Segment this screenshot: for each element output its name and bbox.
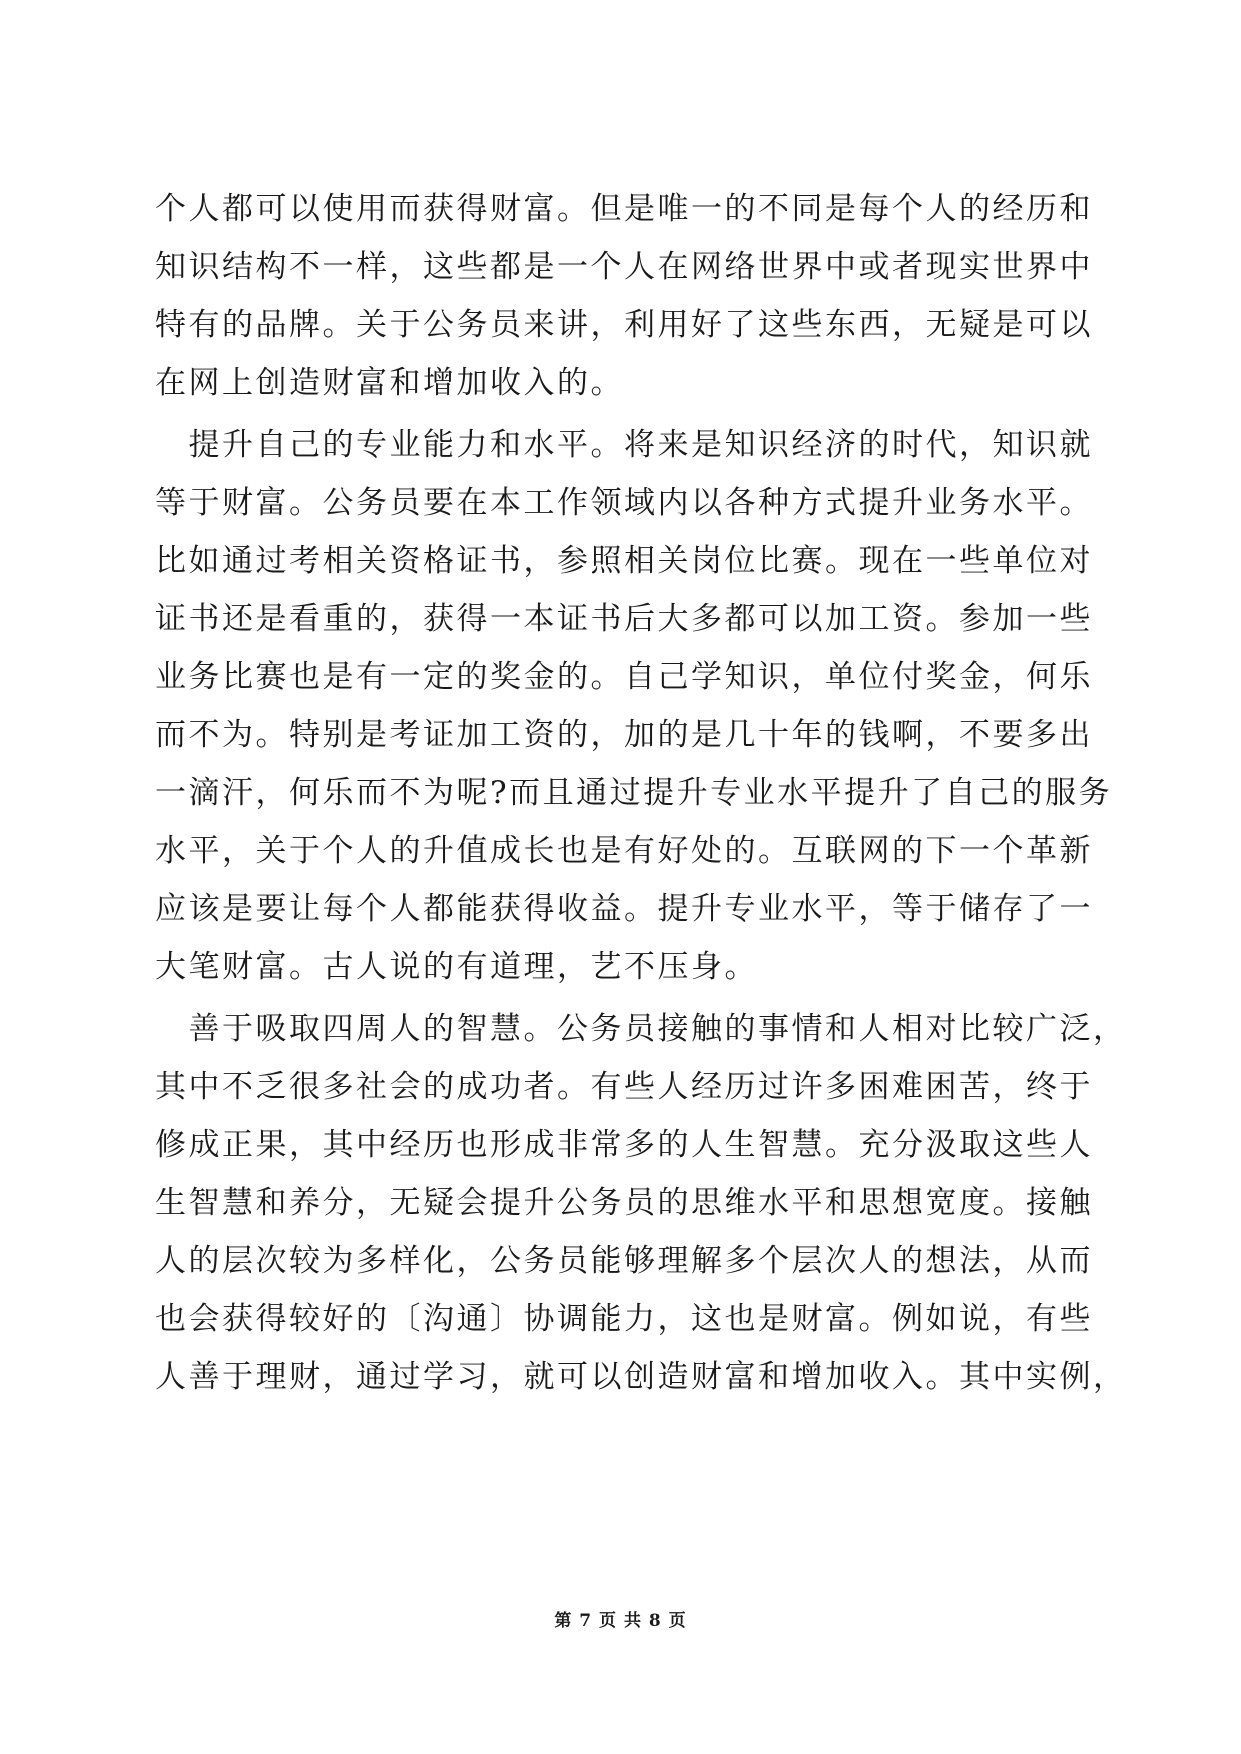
paragraph-3 [155,1000,1127,1406]
text-line: 比如通过考相关资格证书，参照相关岗位比赛。现在一些单位对 [155,543,1093,579]
text-line: 应该是要让每个人都能获得收益。提升专业水平，等于储存了一 [155,891,1093,927]
text-line: 业务比赛也是有一定的奖金的。自己学知识，单位付奖金，何乐 [155,659,1093,695]
text-line: 个人都可以使用而获得财富。但是唯一的不同是每个人的经历和 [155,191,1093,227]
text-line: 人的层次较为多样化，公务员能够理解多个层次人的想法，从而 [155,1243,1093,1279]
text-line: 特有的品牌。关于公务员来讲，利用好了这些东西，无疑是可以 [155,307,1093,343]
paragraph-2 [155,416,1115,996]
text-line: 证书还是看重的，获得一本证书后大多都可以加工资。参加一些 [155,601,1093,637]
text-line: 人善于理财，通过学习，就可以创造财富和增加收入。其中实例， [155,1359,1127,1395]
text-line: 一滴汗，何乐而不为呢?而且通过提升专业水平提升了自己的服务 [155,775,1113,811]
body-text [155,180,1127,1406]
text-line: 善于吸取四周人的智慧。公务员接触的事情和人相对比较广泛， [155,1011,1127,1047]
page-number-footer: 第 7 页 共 8 页 [554,1611,687,1631]
text-line: 水平，关于个人的升值成长也是有好处的。互联网的下一个革新 [155,833,1093,869]
text-line: 生智慧和养分，无疑会提升公务员的思维水平和思想宽度。接触 [155,1185,1093,1221]
paragraph-1 [155,180,1115,412]
text-line: 也会获得较好的〔沟通〕协调能力，这也是财富。例如说，有些 [155,1301,1093,1337]
text-line: 在网上创造财富和增加收入的。 [155,365,624,401]
text-line: 大笔财富。古人说的有道理，艺不压身。 [155,949,758,985]
text-line: 修成正果，其中经历也形成非常多的人生智慧。充分汲取这些人 [155,1127,1093,1163]
text-line: 提升自己的专业能力和水平。将来是知识经济的时代，知识就 [155,427,1093,463]
text-line: 知识结构不一样，这些都是一个人在网络世界中或者现实世界中 [155,249,1093,285]
text-line: 其中不乏很多社会的成功者。有些人经历过许多困难困苦，终于 [155,1069,1093,1105]
text-line: 而不为。特别是考证加工资的，加的是几十年的钱啊，不要多出 [155,717,1093,753]
text-line: 等于财富。公务员要在本工作领域内以各种方式提升业务水平。 [155,485,1093,521]
